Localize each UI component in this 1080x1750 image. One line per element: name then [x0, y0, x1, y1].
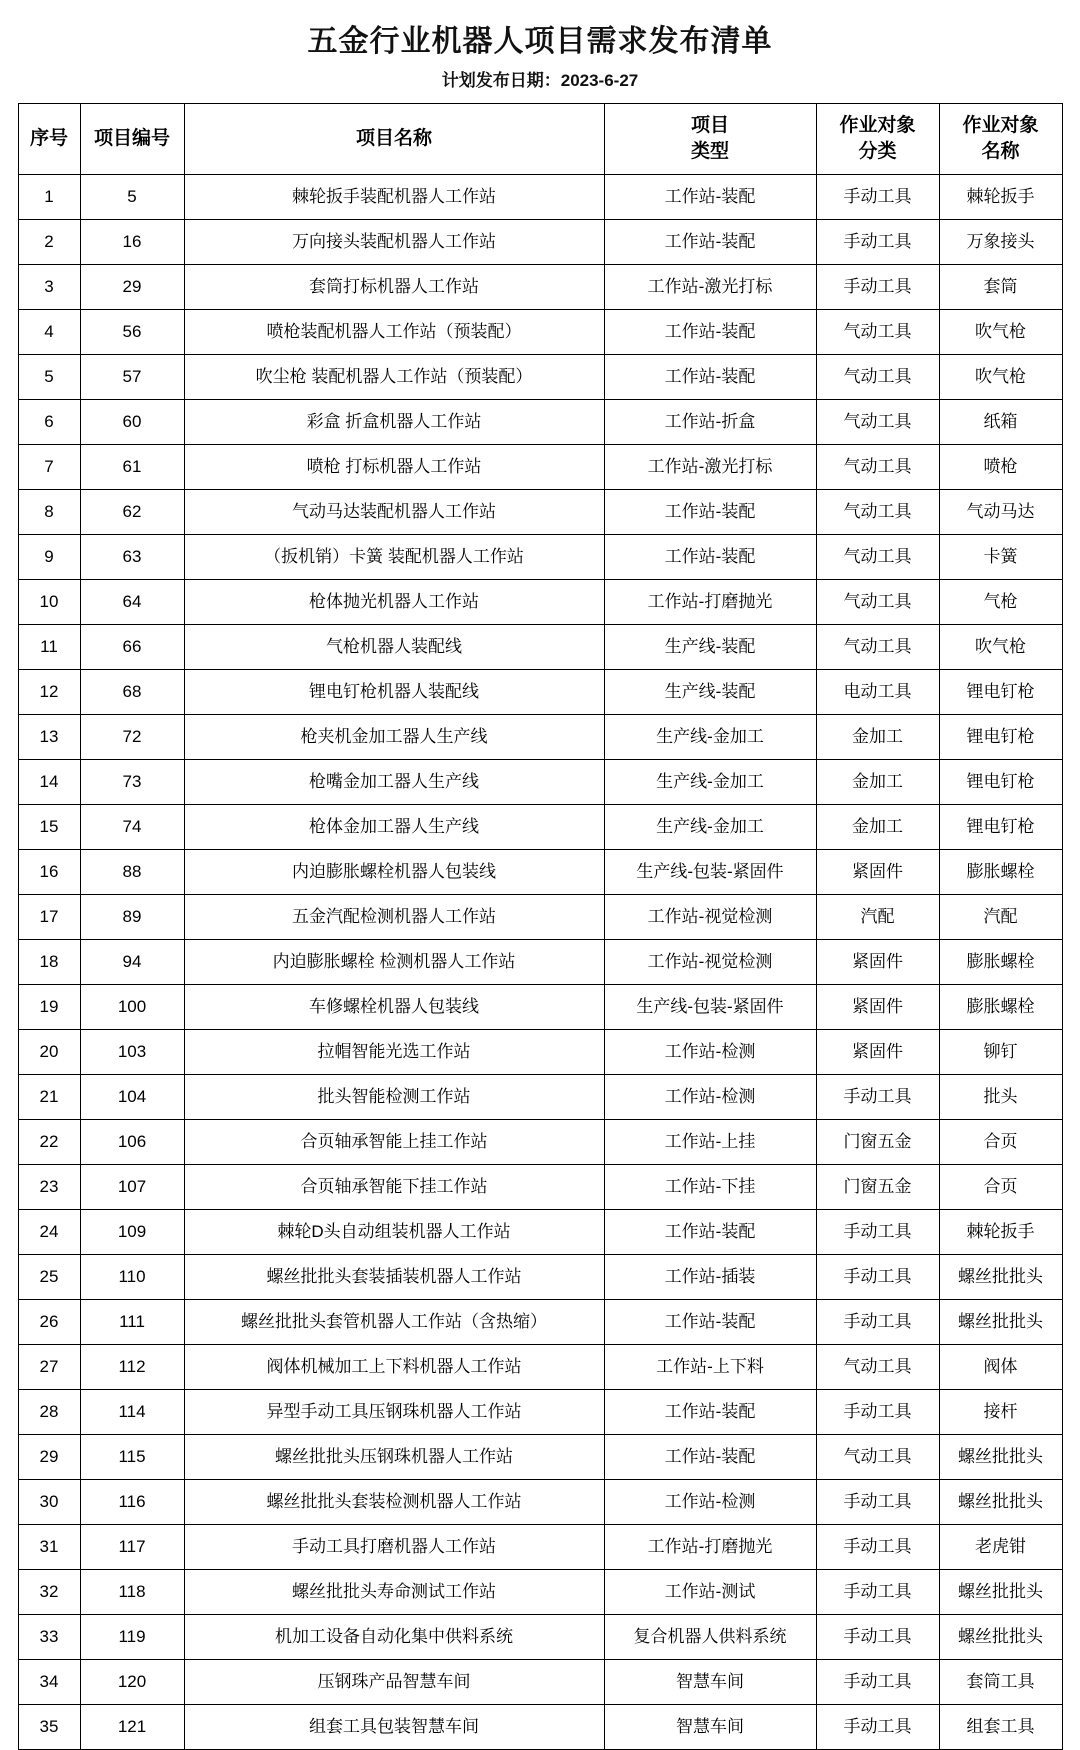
cell-object-class: 气动工具 — [816, 535, 939, 580]
cell-seq: 8 — [18, 490, 80, 535]
cell-project-type: 工作站-检测 — [604, 1075, 816, 1120]
cell-project-name: 螺丝批批头压钢珠机器人工作站 — [184, 1435, 604, 1480]
cell-project-name: 机加工设备自动化集中供料系统 — [184, 1615, 604, 1660]
cell-code: 115 — [80, 1435, 184, 1480]
cell-seq: 13 — [18, 715, 80, 760]
cell-project-type: 生产线-包装-紧固件 — [604, 850, 816, 895]
cell-seq: 5 — [18, 355, 80, 400]
cell-object-name: 锂电钉枪 — [939, 670, 1062, 715]
cell-code: 111 — [80, 1300, 184, 1345]
table-row — [18, 895, 1062, 940]
cell-project-name: 气枪机器人装配线 — [184, 625, 604, 670]
cell-object-name: 棘轮扳手 — [939, 1210, 1062, 1255]
cell-project-name: 拉帽智能光选工作站 — [184, 1030, 604, 1075]
cell-object-class: 门窗五金 — [816, 1120, 939, 1165]
cell-project-type: 工作站-检测 — [604, 1480, 816, 1525]
cell-project-name: 喷枪装配机器人工作站（预装配） — [184, 310, 604, 355]
cell-object-class: 电动工具 — [816, 670, 939, 715]
cell-project-type: 生产线-装配 — [604, 670, 816, 715]
table-row — [18, 1615, 1062, 1660]
cell-object-class: 手动工具 — [816, 1525, 939, 1570]
cell-object-name: 棘轮扳手 — [939, 175, 1062, 220]
table-row — [18, 1030, 1062, 1075]
cell-object-name: 喷枪 — [939, 445, 1062, 490]
cell-project-name: 压钢珠产品智慧车间 — [184, 1660, 604, 1705]
cell-object-class: 手动工具 — [816, 1570, 939, 1615]
cell-project-type: 工作站-装配 — [604, 1300, 816, 1345]
cell-object-name: 接杆 — [939, 1390, 1062, 1435]
cell-code: 116 — [80, 1480, 184, 1525]
column-header-object-class — [816, 104, 939, 175]
column-header-name: 项目名称 — [184, 104, 604, 175]
cell-project-name: 气动马达装配机器人工作站 — [184, 490, 604, 535]
cell-object-class: 汽配 — [816, 895, 939, 940]
cell-project-type: 工作站-装配 — [604, 490, 816, 535]
cell-code: 114 — [80, 1390, 184, 1435]
cell-project-type: 工作站-装配 — [604, 220, 816, 265]
cell-seq: 11 — [18, 625, 80, 670]
cell-seq: 18 — [18, 940, 80, 985]
cell-project-name: 车修螺栓机器人包装线 — [184, 985, 604, 1030]
cell-project-name: 螺丝批批头寿命测试工作站 — [184, 1570, 604, 1615]
cell-project-name: 异型手动工具压钢珠机器人工作站 — [184, 1390, 604, 1435]
cell-object-name: 螺丝批批头 — [939, 1615, 1062, 1660]
page-title: 五金行业机器人项目需求发布清单 — [307, 25, 773, 58]
column-header-seq: 序号 — [18, 104, 80, 175]
column-header-code: 项目编号 — [80, 104, 184, 175]
cell-code: 66 — [80, 625, 184, 670]
cell-seq: 35 — [18, 1705, 80, 1750]
cell-object-name: 组套工具 — [939, 1705, 1062, 1750]
cell-code: 56 — [80, 310, 184, 355]
cell-project-name: 内迫膨胀螺栓机器人包装线 — [184, 850, 604, 895]
cell-object-name: 气枪 — [939, 580, 1062, 625]
cell-object-class: 紧固件 — [816, 1030, 939, 1075]
cell-project-name: 枪嘴金加工器人生产线 — [184, 760, 604, 805]
table-row — [18, 805, 1062, 850]
cell-object-name: 吹气枪 — [939, 625, 1062, 670]
cell-code: 16 — [80, 220, 184, 265]
cell-seq: 4 — [18, 310, 80, 355]
cell-object-name: 膨胀螺栓 — [939, 850, 1062, 895]
cell-seq: 20 — [18, 1030, 80, 1075]
cell-seq: 33 — [18, 1615, 80, 1660]
cell-project-type: 工作站-检测 — [604, 1030, 816, 1075]
cell-code: 112 — [80, 1345, 184, 1390]
cell-object-class: 气动工具 — [816, 490, 939, 535]
cell-object-class: 气动工具 — [816, 355, 939, 400]
cell-seq: 9 — [18, 535, 80, 580]
column-header-object-class-line1: 作业对象 — [839, 115, 916, 137]
cell-object-class: 气动工具 — [816, 445, 939, 490]
table-row — [18, 715, 1062, 760]
cell-object-name: 套筒工具 — [939, 1660, 1062, 1705]
cell-object-name: 螺丝批批头 — [939, 1435, 1062, 1480]
cell-project-name: 批头智能检测工作站 — [184, 1075, 604, 1120]
cell-object-class: 气动工具 — [816, 310, 939, 355]
cell-seq: 16 — [18, 850, 80, 895]
table-header — [18, 104, 1062, 175]
cell-code: 109 — [80, 1210, 184, 1255]
table-header-row — [18, 104, 1062, 175]
cell-object-name: 吹气枪 — [939, 310, 1062, 355]
cell-object-class: 手动工具 — [816, 175, 939, 220]
cell-object-name: 锂电钉枪 — [939, 805, 1062, 850]
cell-seq: 24 — [18, 1210, 80, 1255]
cell-object-class: 气动工具 — [816, 400, 939, 445]
cell-object-class: 紧固件 — [816, 940, 939, 985]
cell-code: 110 — [80, 1255, 184, 1300]
cell-seq: 32 — [18, 1570, 80, 1615]
table-row — [18, 625, 1062, 670]
table-row — [18, 1075, 1062, 1120]
cell-project-name: 螺丝批批头套装检测机器人工作站 — [184, 1480, 604, 1525]
cell-project-type: 生产线-金加工 — [604, 760, 816, 805]
cell-object-name: 纸箱 — [939, 400, 1062, 445]
cell-seq: 19 — [18, 985, 80, 1030]
column-header-object-class-line2: 分类 — [858, 141, 897, 162]
cell-object-class: 手动工具 — [816, 1300, 939, 1345]
cell-project-name: 彩盒 折盒机器人工作站 — [184, 400, 604, 445]
cell-project-name: 枪夹机金加工器人生产线 — [184, 715, 604, 760]
cell-code: 100 — [80, 985, 184, 1030]
cell-project-type: 工作站-打磨抛光 — [604, 580, 816, 625]
cell-object-class: 手动工具 — [816, 220, 939, 265]
cell-project-type: 智慧车间 — [604, 1705, 816, 1750]
cell-object-name: 螺丝批批头 — [939, 1255, 1062, 1300]
cell-object-name: 卡簧 — [939, 535, 1062, 580]
cell-object-name: 气动马达 — [939, 490, 1062, 535]
cell-object-class: 金加工 — [816, 760, 939, 805]
cell-project-type: 工作站-装配 — [604, 1435, 816, 1480]
table-row — [18, 1210, 1062, 1255]
cell-seq: 17 — [18, 895, 80, 940]
cell-code: 117 — [80, 1525, 184, 1570]
cell-project-name: 螺丝批批头套管机器人工作站（含热缩） — [184, 1300, 604, 1345]
cell-project-type: 工作站-视觉检测 — [604, 940, 816, 985]
cell-project-type: 生产线-金加工 — [604, 715, 816, 760]
cell-code: 64 — [80, 580, 184, 625]
cell-code: 94 — [80, 940, 184, 985]
table-row — [18, 850, 1062, 895]
column-header-type — [604, 104, 816, 175]
cell-project-name: 枪体金加工器人生产线 — [184, 805, 604, 850]
table-row — [18, 1120, 1062, 1165]
table-body — [18, 175, 1062, 1750]
cell-project-type: 工作站-下挂 — [604, 1165, 816, 1210]
cell-project-name: 合页轴承智能下挂工作站 — [184, 1165, 604, 1210]
cell-seq: 29 — [18, 1435, 80, 1480]
cell-project-type: 生产线-装配 — [604, 625, 816, 670]
table-row — [18, 1300, 1062, 1345]
table-row — [18, 1660, 1062, 1705]
cell-code: 118 — [80, 1570, 184, 1615]
table-row — [18, 490, 1062, 535]
table-row — [18, 1435, 1062, 1480]
publish-date-subtitle: 计划发布日期：2023-6-27 — [441, 71, 639, 90]
cell-project-name: 五金汽配检测机器人工作站 — [184, 895, 604, 940]
cell-code: 88 — [80, 850, 184, 895]
cell-seq: 3 — [18, 265, 80, 310]
cell-seq: 10 — [18, 580, 80, 625]
project-requirements-table — [18, 103, 1063, 1750]
cell-object-name: 万象接头 — [939, 220, 1062, 265]
cell-object-class: 门窗五金 — [816, 1165, 939, 1210]
cell-object-name: 螺丝批批头 — [939, 1300, 1062, 1345]
cell-seq: 25 — [18, 1255, 80, 1300]
column-header-type-line1: 项目 — [690, 115, 729, 137]
cell-seq: 2 — [18, 220, 80, 265]
table-row — [18, 1525, 1062, 1570]
cell-object-name: 锂电钉枪 — [939, 760, 1062, 805]
cell-project-type: 工作站-装配 — [604, 1390, 816, 1435]
cell-object-class: 气动工具 — [816, 1435, 939, 1480]
cell-project-name: 阀体机械加工上下料机器人工作站 — [184, 1345, 604, 1390]
cell-seq: 28 — [18, 1390, 80, 1435]
table-row — [18, 265, 1062, 310]
cell-seq: 26 — [18, 1300, 80, 1345]
cell-object-class: 手动工具 — [816, 1075, 939, 1120]
column-header-type-line2: 类型 — [690, 141, 729, 162]
cell-object-name: 膨胀螺栓 — [939, 940, 1062, 985]
cell-project-type: 工作站-激光打标 — [604, 265, 816, 310]
cell-project-name: 内迫膨胀螺栓 检测机器人工作站 — [184, 940, 604, 985]
column-header-object-name — [939, 104, 1062, 175]
cell-project-name: 万向接头装配机器人工作站 — [184, 220, 604, 265]
cell-object-class: 紧固件 — [816, 850, 939, 895]
cell-object-class: 气动工具 — [816, 1345, 939, 1390]
cell-object-class: 金加工 — [816, 715, 939, 760]
cell-project-name: 吹尘枪 装配机器人工作站（预装配） — [184, 355, 604, 400]
table-row — [18, 1255, 1062, 1300]
cell-project-name: 锂电钉枪机器人装配线 — [184, 670, 604, 715]
cell-project-type: 工作站-上下料 — [604, 1345, 816, 1390]
cell-object-class: 手动工具 — [816, 1660, 939, 1705]
cell-seq: 34 — [18, 1660, 80, 1705]
cell-project-type: 工作站-装配 — [604, 355, 816, 400]
table-row — [18, 175, 1062, 220]
cell-object-name: 批头 — [939, 1075, 1062, 1120]
cell-object-class: 手动工具 — [816, 1390, 939, 1435]
cell-project-type: 工作站-测试 — [604, 1570, 816, 1615]
cell-code: 119 — [80, 1615, 184, 1660]
cell-object-class: 紧固件 — [816, 985, 939, 1030]
table-row — [18, 1705, 1062, 1750]
cell-seq: 14 — [18, 760, 80, 805]
cell-project-type: 工作站-装配 — [604, 310, 816, 355]
cell-project-name: 合页轴承智能上挂工作站 — [184, 1120, 604, 1165]
cell-project-type: 工作站-装配 — [604, 175, 816, 220]
cell-code: 104 — [80, 1075, 184, 1120]
cell-project-type: 生产线-包装-紧固件 — [604, 985, 816, 1030]
cell-project-type: 生产线-金加工 — [604, 805, 816, 850]
cell-code: 107 — [80, 1165, 184, 1210]
cell-code: 121 — [80, 1705, 184, 1750]
cell-project-name: 棘轮D头自动组装机器人工作站 — [184, 1210, 604, 1255]
cell-project-type: 工作站-激光打标 — [604, 445, 816, 490]
cell-project-type: 智慧车间 — [604, 1660, 816, 1705]
cell-project-type: 工作站-打磨抛光 — [604, 1525, 816, 1570]
table-row — [18, 940, 1062, 985]
cell-project-type: 工作站-装配 — [604, 1210, 816, 1255]
cell-seq: 23 — [18, 1165, 80, 1210]
cell-object-class: 手动工具 — [816, 265, 939, 310]
cell-project-name: 枪体抛光机器人工作站 — [184, 580, 604, 625]
cell-project-type: 工作站-上挂 — [604, 1120, 816, 1165]
cell-object-class: 手动工具 — [816, 1705, 939, 1750]
cell-object-class: 手动工具 — [816, 1615, 939, 1660]
table-row — [18, 1390, 1062, 1435]
cell-object-name: 合页 — [939, 1120, 1062, 1165]
cell-seq: 12 — [18, 670, 80, 715]
cell-seq: 6 — [18, 400, 80, 445]
cell-seq: 31 — [18, 1525, 80, 1570]
cell-object-class: 气动工具 — [816, 625, 939, 670]
cell-object-name: 锂电钉枪 — [939, 715, 1062, 760]
table-row — [18, 1480, 1062, 1525]
cell-code: 74 — [80, 805, 184, 850]
cell-project-name: 棘轮扳手装配机器人工作站 — [184, 175, 604, 220]
table-row — [18, 1570, 1062, 1615]
cell-object-name: 汽配 — [939, 895, 1062, 940]
cell-project-name: 套筒打标机器人工作站 — [184, 265, 604, 310]
cell-code: 120 — [80, 1660, 184, 1705]
cell-object-class: 金加工 — [816, 805, 939, 850]
cell-object-name: 螺丝批批头 — [939, 1570, 1062, 1615]
cell-object-name: 合页 — [939, 1165, 1062, 1210]
cell-object-name: 膨胀螺栓 — [939, 985, 1062, 1030]
table-row — [18, 1345, 1062, 1390]
cell-code: 68 — [80, 670, 184, 715]
table-row — [18, 760, 1062, 805]
table-row — [18, 310, 1062, 355]
cell-object-class: 手动工具 — [816, 1480, 939, 1525]
cell-code: 62 — [80, 490, 184, 535]
cell-project-type: 工作站-插装 — [604, 1255, 816, 1300]
cell-code: 61 — [80, 445, 184, 490]
cell-object-class: 气动工具 — [816, 580, 939, 625]
cell-project-type: 工作站-折盒 — [604, 400, 816, 445]
cell-object-name: 螺丝批批头 — [939, 1480, 1062, 1525]
cell-code: 29 — [80, 265, 184, 310]
cell-seq: 7 — [18, 445, 80, 490]
table-row — [18, 985, 1062, 1030]
cell-code: 106 — [80, 1120, 184, 1165]
table-row — [18, 580, 1062, 625]
column-header-object-name-line2: 名称 — [981, 141, 1020, 162]
table-row — [18, 220, 1062, 265]
table-row — [18, 535, 1062, 580]
table-row — [18, 670, 1062, 715]
cell-project-type: 工作站-装配 — [604, 535, 816, 580]
column-header-object-name-line1: 作业对象 — [962, 115, 1039, 137]
cell-object-name: 阀体 — [939, 1345, 1062, 1390]
cell-code: 73 — [80, 760, 184, 805]
table-row — [18, 445, 1062, 490]
cell-code: 57 — [80, 355, 184, 400]
table-row — [18, 1165, 1062, 1210]
cell-code: 63 — [80, 535, 184, 580]
cell-object-class: 手动工具 — [816, 1255, 939, 1300]
cell-object-name: 铆钉 — [939, 1030, 1062, 1075]
cell-object-name: 套筒 — [939, 265, 1062, 310]
cell-object-name: 吹气枪 — [939, 355, 1062, 400]
cell-seq: 1 — [18, 175, 80, 220]
cell-project-name: 组套工具包装智慧车间 — [184, 1705, 604, 1750]
cell-project-name: 螺丝批批头套装插装机器人工作站 — [184, 1255, 604, 1300]
cell-code: 103 — [80, 1030, 184, 1075]
cell-seq: 27 — [18, 1345, 80, 1390]
cell-project-name: 手动工具打磨机器人工作站 — [184, 1525, 604, 1570]
cell-object-name: 老虎钳 — [939, 1525, 1062, 1570]
cell-code: 60 — [80, 400, 184, 445]
cell-seq: 15 — [18, 805, 80, 850]
table-row — [18, 400, 1062, 445]
cell-project-name: （扳机销）卡簧 装配机器人工作站 — [184, 535, 604, 580]
cell-seq: 22 — [18, 1120, 80, 1165]
cell-code: 72 — [80, 715, 184, 760]
cell-seq: 21 — [18, 1075, 80, 1120]
cell-project-type: 工作站-视觉检测 — [604, 895, 816, 940]
cell-code: 89 — [80, 895, 184, 940]
cell-project-name: 喷枪 打标机器人工作站 — [184, 445, 604, 490]
cell-project-type: 复合机器人供料系统 — [604, 1615, 816, 1660]
table-row — [18, 355, 1062, 400]
cell-seq: 30 — [18, 1480, 80, 1525]
cell-code: 5 — [80, 175, 184, 220]
cell-object-class: 手动工具 — [816, 1210, 939, 1255]
